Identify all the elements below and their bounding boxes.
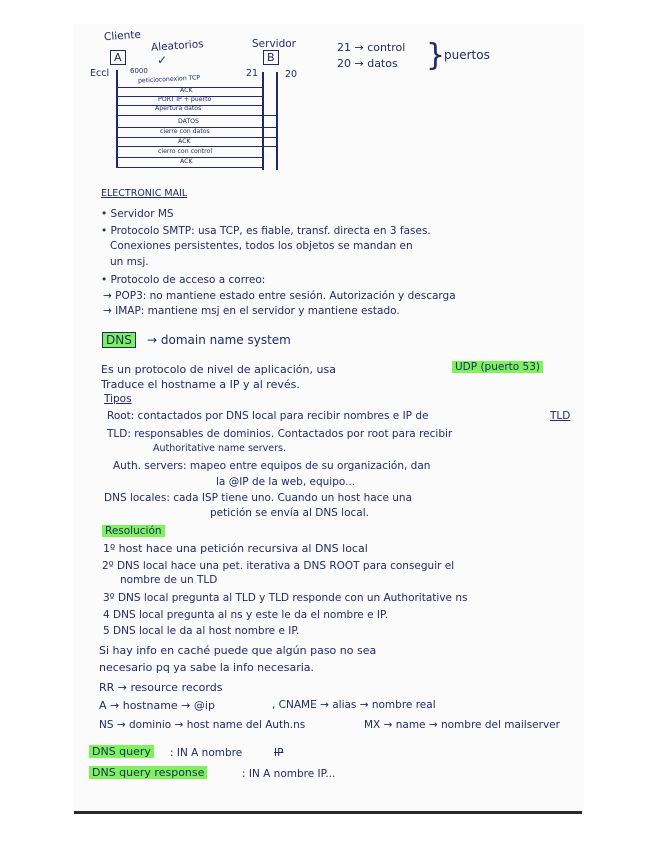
msg-line <box>117 167 262 168</box>
tipos-heading: Tipos <box>104 393 132 405</box>
resolucion-step: 2º DNS local hace una pet. iterativa a DNS ROOT para conseguir el <box>102 560 455 572</box>
resolucion-step: 4 DNS local pregunta al ns y este le da el nombre e IP. <box>103 609 389 621</box>
dns-type: Auth. servers: mapeo entre equipos de su organización, dan <box>113 460 431 472</box>
msg-line <box>117 137 276 138</box>
aleatorios-label: Aleatorios <box>150 38 205 54</box>
ftp-message: cierre con datos <box>160 128 210 135</box>
ftp-message: ACK <box>180 158 193 165</box>
servidor-label: Servidor <box>252 38 296 50</box>
resolucion-step: nombre de un TLD <box>120 574 218 586</box>
port-21-label: 21 <box>246 68 259 79</box>
ports-brace: } <box>426 38 446 73</box>
resolucion-title: Resolución <box>102 525 165 537</box>
dns-label: DNS <box>102 332 136 348</box>
cache-note: Si hay info en caché puede que algún paso no sea <box>99 644 377 657</box>
email-bullet: • Protocolo de acceso a correo: <box>101 274 266 286</box>
email-bullet: Conexiones persistentes, todos los objetos se mandan en <box>110 240 413 252</box>
ftp-message: cierro con control <box>158 148 213 155</box>
page-bottom-rule <box>74 811 582 814</box>
dns-query-label: DNS query <box>89 745 154 758</box>
dns-type: TLD: responsables de dominios. Contactados por root para recibir <box>107 428 453 440</box>
server-timeline-data <box>276 72 278 170</box>
resolucion-step: 5 DNS local le da al host nombre e IP. <box>103 625 300 637</box>
record-mx: MX → name → nombre del mailserver <box>364 719 560 731</box>
ports-note-datos: 20 → datos <box>337 57 398 70</box>
port-6000-label: 6000 <box>130 67 148 75</box>
ftp-message: Apertura datos <box>155 105 202 112</box>
dns-response-label: DNS query response <box>89 766 207 779</box>
check-mark: ✓ <box>157 53 168 67</box>
box-b: B <box>263 50 279 65</box>
dns-type: Authoritative name servers. <box>153 443 287 454</box>
client-timeline <box>116 70 118 168</box>
resolucion-step: 1º host hace una petición recursiva al DNS local <box>103 542 368 555</box>
dns-type-tld-link: TLD <box>550 410 571 422</box>
resolucion-step: 3º DNS local pregunta al TLD y TLD responde con un Authoritative ns <box>103 592 468 604</box>
eccl-label: Eccl <box>90 68 110 79</box>
dns-type: Root: contactados por DNS local para recibir nombres e IP de <box>107 410 429 422</box>
msg-line <box>117 146 276 147</box>
email-bullet: → IMAP: mantiene msj en el servidor y mantiene estado. <box>103 305 400 317</box>
dns-intro: Traduce el hostname a IP y al revés. <box>101 378 300 391</box>
rr-heading: RR → resource records <box>99 681 223 694</box>
dns-response-text: : IN A nombre IP... <box>242 768 336 780</box>
msg-line <box>117 115 276 116</box>
dns-title: → domain name system <box>147 333 291 347</box>
ftp-message: PORT IP + puerto <box>158 96 212 103</box>
server-timeline-control <box>262 72 264 170</box>
ftp-message: DATOS <box>178 118 199 125</box>
ports-note-control: 21 → control <box>337 41 406 54</box>
email-bullet: un msj. <box>110 256 149 268</box>
ftp-message: peticioconexion TCP <box>137 74 201 85</box>
dns-type: DNS locales: cada ISP tiene uno. Cuando un host hace una <box>104 492 413 504</box>
email-bullet: • Protocolo SMTP: usa TCP, es fiable, transf. directa en 3 fases. <box>101 225 431 237</box>
dns-query-struck: IP <box>274 747 284 759</box>
dns-type: la @IP de la web, equipo... <box>216 476 356 488</box>
email-bullet: • Servidor MS <box>101 208 174 220</box>
record-ns: NS → dominio → host name del Auth.ns <box>99 719 306 731</box>
record-cname: , CNAME → alias → nombre real <box>272 699 436 711</box>
dns-udp-highlight: UDP (puerto 53) <box>452 361 543 373</box>
box-a: A <box>110 50 126 65</box>
dns-type: petición se envía al DNS local. <box>210 507 369 519</box>
email-bullet: → POP3: no mantiene estado entre sesión. Autorización y descarga <box>103 290 456 302</box>
email-title: ELECTRONIC MAIL <box>101 188 188 199</box>
cliente-label: Cliente <box>103 28 142 44</box>
ftp-message: ACK <box>178 138 191 145</box>
dns-query-text: : IN A nombre <box>170 747 243 759</box>
dns-intro: Es un protocolo de nivel de aplicación, usa <box>101 363 336 376</box>
cache-note: necesario pq ya sabe la info necesaria. <box>99 661 315 674</box>
ports-word: puertos <box>444 48 490 62</box>
record-a: A → hostname → @ip <box>99 699 215 712</box>
port-20-label: 20 <box>285 69 298 80</box>
ftp-message: ACK <box>180 87 193 94</box>
